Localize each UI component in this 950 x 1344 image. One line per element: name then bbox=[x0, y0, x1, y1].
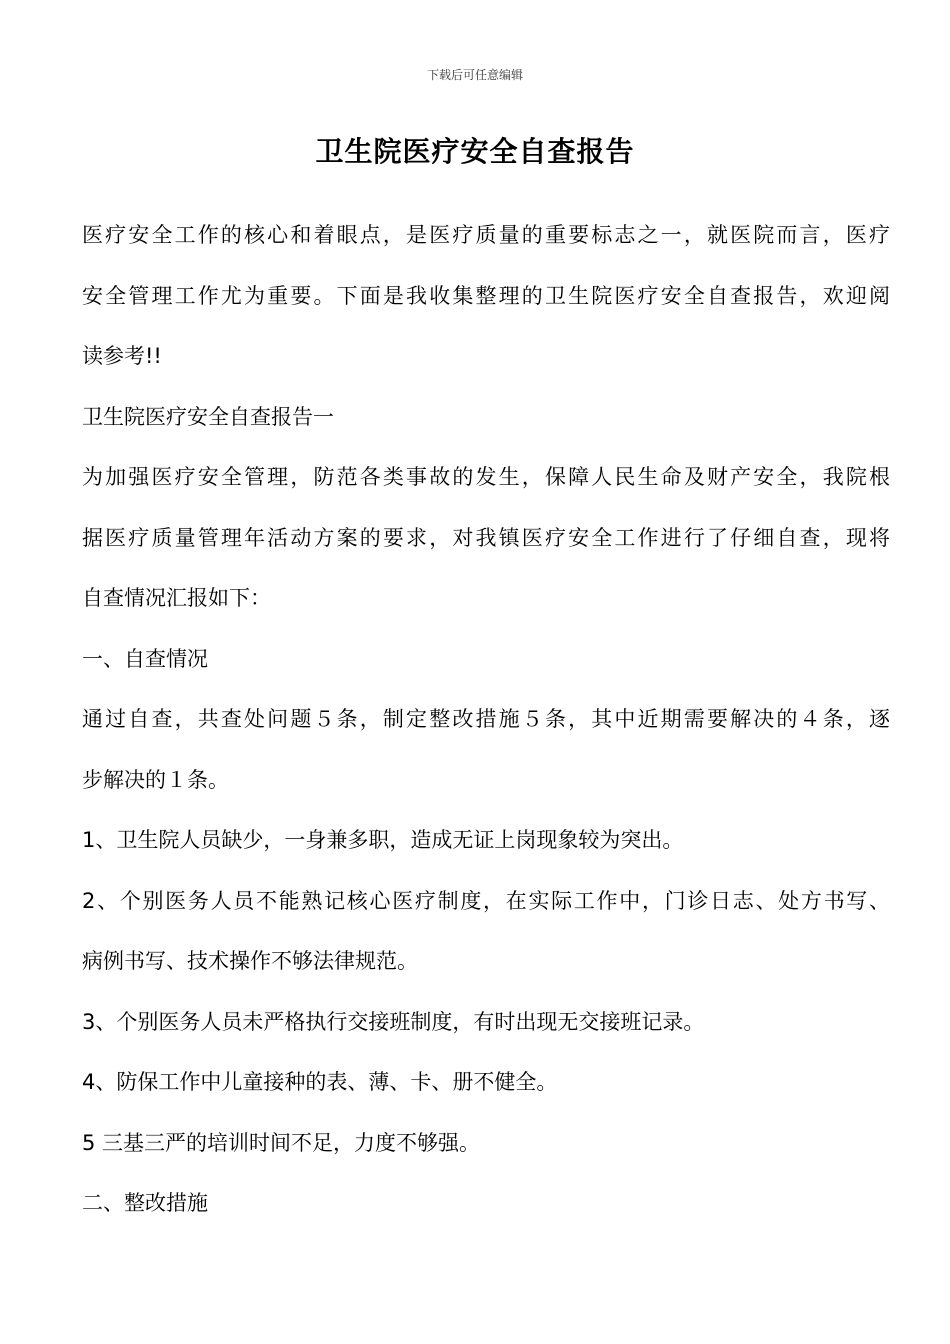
paragraph-line-3: 自查情况汇报如下： bbox=[82, 586, 271, 610]
list-item-1: 1、卫生院人员缺少，一身兼多职，造成无证上岗现象较为突出。 bbox=[82, 828, 684, 852]
paragraph-line-2: 据医疗质量管理年活动方案的要求，对我镇医疗安全工作进行了仔细自查，现将 bbox=[82, 525, 890, 550]
paragraph-line-1: 为加强医疗安全管理，防范各类事故的发生，保障人民生命及财产安全，我院根 bbox=[82, 465, 890, 489]
document-body bbox=[82, 205, 890, 1234]
summary-line-1: 通过自查，共查处问题５条，制定整改措施５条，其中近期需要解决的４条，逐 bbox=[82, 707, 890, 731]
list-item-2-line-2: 病例书写、技术操作不够法律规范。 bbox=[82, 949, 418, 973]
list-item-5: 5 三基三严的培训时间不足，力度不够强。 bbox=[82, 1130, 481, 1155]
list-item-4: 4、防保工作中儿童接种的表、薄、卡、册不健全。 bbox=[82, 1070, 558, 1094]
section-heading-measures: 二、整改措施 bbox=[82, 1191, 208, 1215]
section-heading-report-one: 卫生院医疗安全自查报告一 bbox=[82, 404, 334, 429]
intro-line-3: 读参考!! bbox=[82, 344, 162, 368]
list-item-3: 3、个别医务人员未严格执行交接班制度，有时出现无交接班记录。 bbox=[82, 1009, 705, 1034]
list-item-2-line-1: 2、个别医务人员不能熟记核心医疗制度，在实际工作中，门诊日志、处方书写、 bbox=[82, 888, 890, 913]
summary-line-2: 步解决的１条。 bbox=[82, 767, 229, 792]
intro-line-1: 医疗安全工作的核心和着眼点，是医疗质量的重要标志之一，就医院而言，医疗 bbox=[82, 223, 890, 247]
section-heading-self-check: 一、自查情况 bbox=[82, 646, 208, 671]
page-header-note: 下载后可任意编辑 bbox=[426, 68, 523, 82]
document-title: 卫生院医疗安全自查报告 bbox=[315, 135, 635, 168]
intro-line-2: 安全管理工作尤为重要。下面是我收集整理的卫生院医疗安全自查报告，欢迎阅 bbox=[82, 283, 890, 308]
